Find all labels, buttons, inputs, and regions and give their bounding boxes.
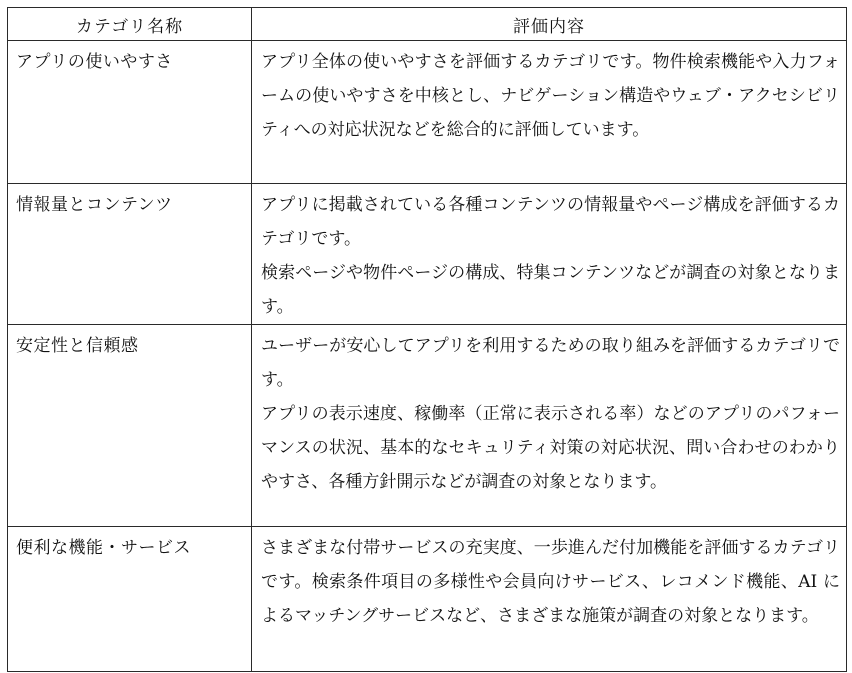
- description-paragraph: ユーザーが安心してアプリを利用するための取り組みを評価するカテゴリです。: [261, 336, 840, 390]
- category-name: 安定性と信頼感: [8, 325, 252, 527]
- header-category: カテゴリ名称: [8, 8, 252, 41]
- description-paragraph: 検索ページや物件ページの構成、特集コンテンツなどが調査の対象となります。: [261, 263, 840, 317]
- description-paragraph: アプリに掲載されている各種コンテンツの情報量やページ構成を評価するカテゴリです。: [261, 195, 840, 249]
- category-name: 便利な機能・サービス: [8, 527, 252, 672]
- description-paragraph: アプリの表示速度、稼働率（正常に表示される率）などのアプリのパフォーマンスの状況、基本的なセキュリティ対策の対応状況、問い合わせのわかりやすさ、各種方針開示などが調査の対象となります。: [261, 404, 840, 492]
- header-description: 評価内容: [252, 8, 847, 41]
- evaluation-table: [7, 7, 847, 672]
- table-row: [8, 184, 847, 325]
- category-name: アプリの使いやすさ: [8, 41, 252, 184]
- description-paragraph: アプリ全体の使いやすさを評価するカテゴリです。物件検索機能や入力フォームの使いやすさを中核とし、ナビゲーション構造やウェブ・アクセシビリティへの対応状況などを総合的に評価しています。: [261, 52, 840, 140]
- category-description: [252, 527, 847, 672]
- table-row: [8, 325, 847, 527]
- category-description: [252, 325, 847, 527]
- table-row: [8, 41, 847, 184]
- category-name: 情報量とコンテンツ: [8, 184, 252, 325]
- description-paragraph: さまざまな付帯サービスの充実度、一歩進んだ付加機能を評価するカテゴリです。検索条件項目の多様性や会員向けサービス、レコメンド機能、AI によるマッチングサービスなど、さまざまな施策が調査の対象となります。: [261, 538, 840, 626]
- table-header-row: [8, 8, 847, 41]
- table-row: [8, 527, 847, 672]
- category-description: [252, 184, 847, 325]
- category-description: [252, 41, 847, 184]
